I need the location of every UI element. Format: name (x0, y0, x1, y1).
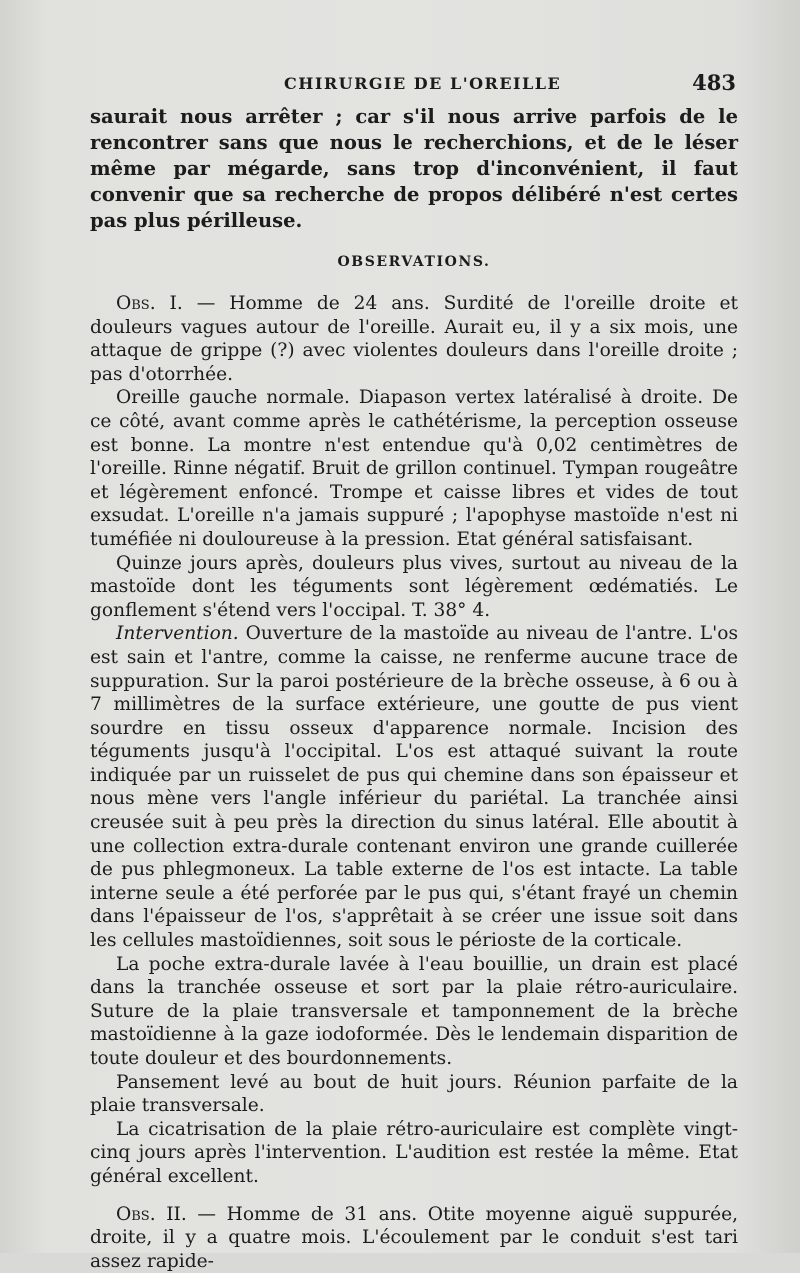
obs2-text: — Homme de 31 ans. Otite moyenne aiguë suppurée, droite, il y a quatre mois. L'écoulement par le conduit s'est tari assez rapide- (90, 1203, 738, 1272)
intervention-label: Intervention. (116, 623, 239, 645)
obs1-intervention-paragraph (90, 622, 738, 952)
body-text (90, 104, 738, 1273)
running-title: CHIRURGIE DE L'OREILLE (284, 74, 562, 93)
intervention-text: Ouverture de la mastoïde au niveau de l'antre. L'os est sain et l'antre, comme la caisse, ne renferme aucune trace de suppuration. Sur la paroi postérieure de la brèche osseuse, à 6 ou à 7 millimètres de la surface extérieure, une goutte de pus vient sourdre en tissu osseux d'apparence normale. Incision des téguments jusqu'à l'occipital. L'os est attaqué suivant la route indiquée par un ruisselet de pus qui chemine dans son épaisseur et nous mène vers l'angle inférieur du pariétal. La tranchée ainsi creusée suit à peu près la direction du sinus latéral. Elle aboutit à une collection extra-durale contenant environ une grande cuillerée de pus phlegmoneux. La table externe de l'os est intacte. La table interne seule a été perforée par le pus qui, s'étant frayé un chemin dans l'épaisseur de l'os, s'apprêtait à se créer une issue soit dans les cellules mastoïdiennes, soit sous le périoste de la corticale. (90, 623, 738, 952)
opening-paragraph: saurait nous arrêter ; car s'il nous arrive parfois de le rencontrer sans que nous le recherchions, et de le léser même par mégarde, sans trop d'inconvénient, il faut convenir que sa recherche de propos délibéré n'est certes pas plus périlleuse. (90, 105, 738, 232)
obs1-label: Obs. I. (116, 293, 183, 314)
obs1-fifteen-days-paragraph: Quinze jours après, douleurs plus vives, surtout au niveau de la mastoïde dont les téguments sont légèrement œdématiés. Le gonflement s'étend vers l'occipal. T. 38° 4. (90, 552, 738, 621)
obs1-intro-paragraph (90, 292, 738, 386)
running-head (88, 70, 738, 100)
obs1-exam-paragraph: Oreille gauche normale. Diapason vertex latéralisé à droite. De ce côté, avant comme après le cathétérisme, la perception osseuse est bonne. La montre n'est entendue qu'à 0,02 centimètres de l'oreille. Rinne négatif. Bruit de grillon continuel. Tympan rougeâtre et légèrement enfoncé. Trompe et caisse libres et vides de tout exsudat. L'oreille n'a jamais suppuré ; l'apophyse mastoïde n'est ni tuméfiée ni douloureuse à la pression. Etat général satisfaisant. (90, 387, 738, 550)
obs1-dressing-paragraph: Pansement levé au bout de huit jours. Réunion parfaite de la plaie transversale. (90, 1071, 738, 1117)
page-number: 483 (692, 70, 736, 95)
obs1-intro: — Homme de 24 ans. Surdité de l'oreille droite et douleurs vagues autour de l'oreille. Aurait eu, il y a six mois, une attaque de grippe (?) avec violentes douleurs dans l'oreille droite ; pas d'otorrhée. (90, 293, 739, 385)
obs2-label: Obs. II. (116, 1203, 187, 1225)
obs2-paragraph (90, 1203, 738, 1273)
section-title: OBSERVATIONS. (337, 254, 491, 270)
obs1-drainage-paragraph: La poche extra-durale lavée à l'eau bouillie, un drain est placé dans la tranchée osseuse et sort par la plaie rétro-auriculaire. Suture de la plaie transversale et tamponnement de la brèche mastoïdienne à la gaze iodoformée. Dès le lendemain disparition de toute douleur et des bourdonnements. (90, 953, 738, 1069)
obs1-healing-paragraph: La cicatrisation de la plaie rétro-auriculaire est complète vingt-cinq jours après l'intervention. L'audition est restée la même. Etat général excellent. (90, 1118, 738, 1187)
